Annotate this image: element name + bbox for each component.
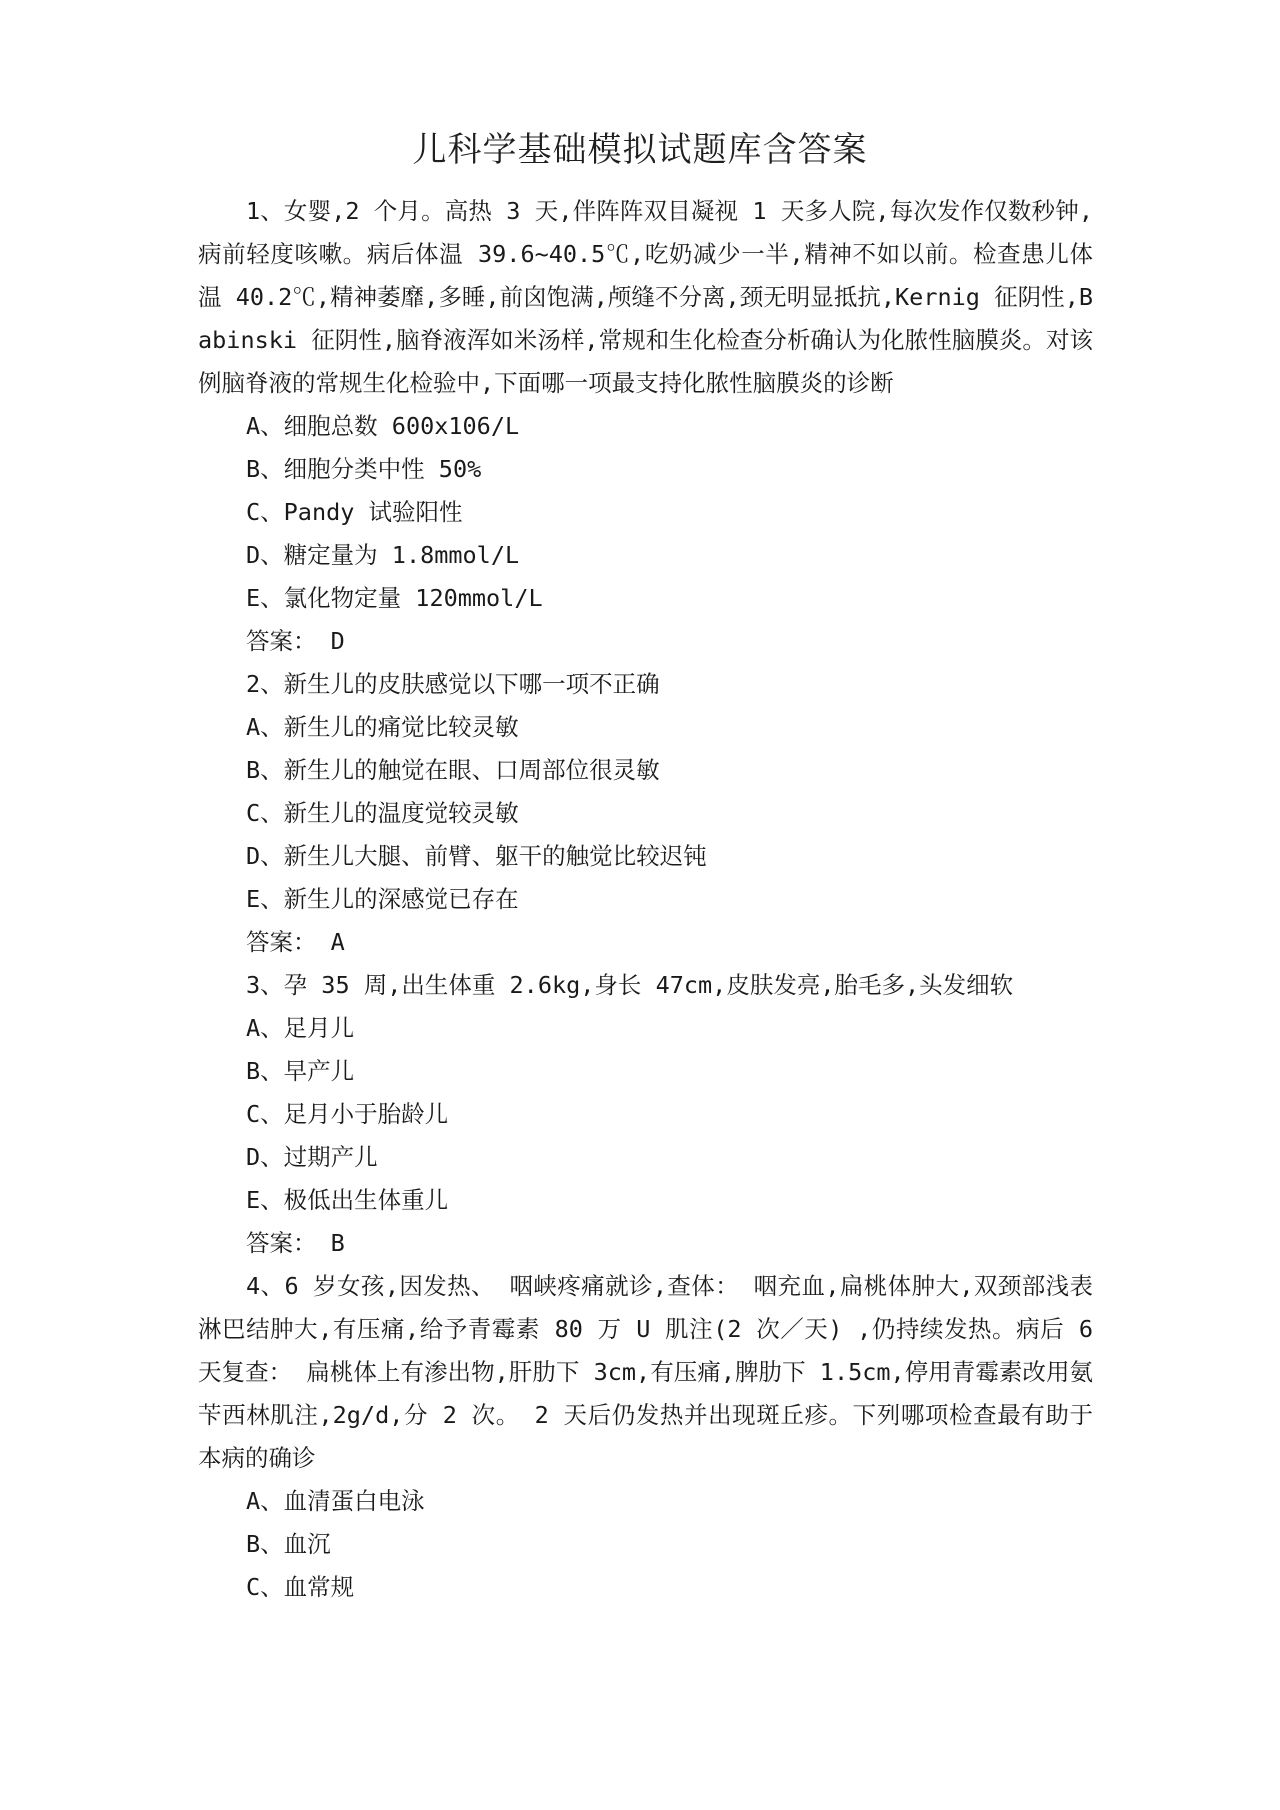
question-2 [198, 663, 1093, 964]
option-e: E、新生儿的深感觉已存在 [246, 885, 519, 913]
answer: 答案： A [246, 928, 345, 956]
answer: 答案： D [246, 627, 345, 655]
option-b: B、细胞分类中性 50% [246, 455, 482, 483]
option-b: B、血沉 [246, 1530, 331, 1558]
option-e: E、氯化物定量 120mmol/L [246, 584, 543, 612]
question-stem: 3、孕 35 周,出生体重 2.6kg,身长 47cm,皮肤发亮,胎毛多,头发细软 [246, 971, 1014, 999]
option-b: B、早产儿 [246, 1057, 355, 1085]
option-e: E、极低出生体重儿 [246, 1186, 449, 1214]
option-a: A、足月儿 [246, 1014, 355, 1042]
option-d: D、新生儿大腿、前臂、躯干的触觉比较迟钝 [246, 842, 707, 870]
document-title: 儿科学基础模拟试题库含答案 [412, 130, 868, 170]
question-1 [198, 190, 1093, 663]
option-c: C、新生儿的温度觉较灵敏 [246, 799, 519, 827]
option-a: A、细胞总数 600x106/L [246, 412, 520, 440]
option-a: A、新生儿的痛觉比较灵敏 [246, 713, 519, 741]
option-d: D、糖定量为 1.8mmol/L [246, 541, 520, 569]
question-stem: 4、6 岁女孩,因发热、 咽峡疼痛就诊,查体： 咽充血,扁桃体肿大,双颈部浅表淋巴结肿大,有压痛,给予青霉素 80 万 U 肌注(2 次／天) ,仍持续发热。病后 6 天复查： 扁桃体上有渗出物,肝肋下 3cm,有压痛,脾肋下 1.5cm,停用青霉素改用氨苄西林肌注,2g/d,分 2 次。 2 天后仍发热并出现斑丘疹。下列哪项检查最有助于本病的确诊 [198, 1272, 1093, 1472]
question-list [198, 190, 1093, 1609]
option-a: A、血清蛋白电泳 [246, 1487, 425, 1515]
option-c: C、Pandy 试验阳性 [246, 498, 463, 526]
option-d: D、过期产儿 [246, 1143, 378, 1171]
question-3 [198, 964, 1093, 1265]
question-stem: 1、女婴,2 个月。高热 3 天,伴阵阵双目凝视 1 天多人院,每次发作仅数秒钟,病前轻度咳嗽。病后体温 39.6~40.5℃,吃奶减少一半,精神不如以前。检查患儿体温 40.2℃,精神萎靡,多睡,前囟饱满,颅缝不分离,颈无明显抵抗,Kernig 征阴性,Babinski 征阴性,脑脊液浑如米汤样,常规和生化检查分析确认为化脓性脑膜炎。对该例脑脊液的常规生化检验中,下面哪一项最支持化脓性脑膜炎的诊断 [198, 197, 1093, 397]
option-c: C、血常规 [246, 1573, 355, 1601]
question-stem: 2、新生儿的皮肤感觉以下哪一项不正确 [246, 670, 660, 698]
answer: 答案： B [246, 1229, 345, 1257]
question-4 [198, 1265, 1093, 1609]
option-b: B、新生儿的触觉在眼、口周部位很灵敏 [246, 756, 660, 784]
option-c: C、足月小于胎龄儿 [246, 1100, 449, 1128]
